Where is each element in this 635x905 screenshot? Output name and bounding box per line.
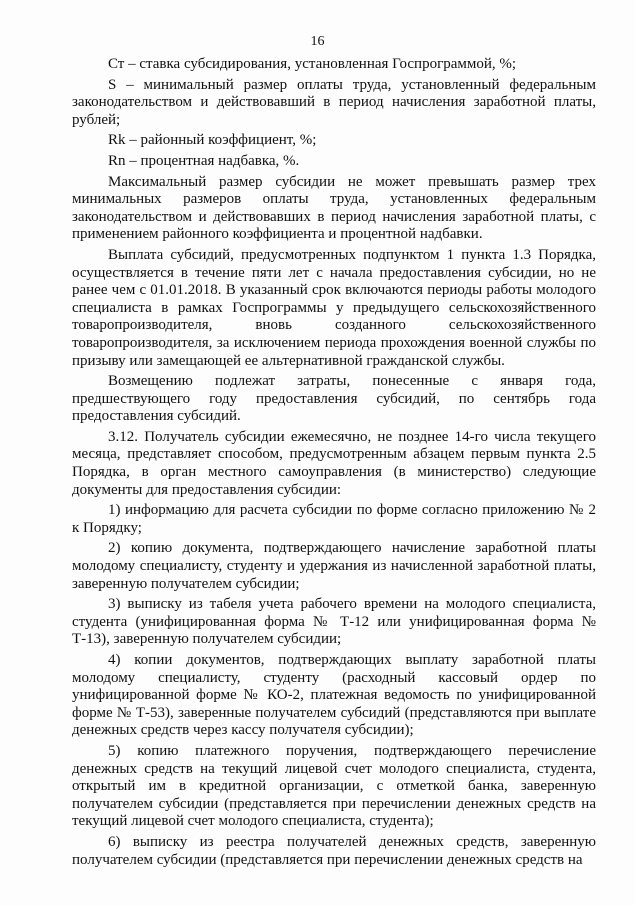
- paragraph-rk-definition: Rk – районный коэффициент, %;: [108, 132, 317, 149]
- paragraph-3-12: 3.12. Получатель субсидии ежемесячно, не позднее 14-го числа текущего месяца, представляет способом, предусмотренным абзацем первым пункта 2.5 Порядка, в орган местного самоуправления (в министерство) следующие документы для предоставления субсидии:: [72, 428, 596, 498]
- list-item-2: 2) копию документа, подтверждающего начисление заработной платы молодому специалисту, студенту и удержания из начисленной заработной платы, заверенную получателем субсидии;: [72, 540, 596, 592]
- list-item-5: 5) копию платежного поручения, подтверждающего перечисление денежных средств на текущий лицевой счет молодого специалиста, студента, открытый им в кредитной организации, с отметкой банка, заверенную получателем субсидии (представляется при перечислении денежных средств на текущий лицевой счет молодого специалиста, студента);: [72, 742, 596, 830]
- list-item-3: 3) выписку из табеля учета рабочего времени на молодого специалиста, студента (унифицированная форма № Т-12 или унифицированная форма № Т-13), заверенную получателем субсидии;: [72, 596, 596, 648]
- paragraph-max-subsidy: Максимальный размер субсидии не может превышать размер трех минимальных размеров оплаты труда, установленных федеральным законодательством и действовавших в период начисления заработной платы, с применением районного коэффициента и процентной надбавки.: [72, 173, 596, 243]
- paragraph-s-definition: S – минимальный размер оплаты труда, установленный федеральным законодательством и действовавший в период начисления заработной платы, рублей;: [72, 76, 596, 128]
- list-item-6: 6) выписку из реестра получателей денежных средств, заверенную получателем субсидии (представляется при перечислении денежных средств на: [72, 833, 596, 868]
- paragraph-payment-period: Выплата субсидий, предусмотренных подпунктом 1 пункта 1.3 Порядка, осуществляется в течение пяти лет с начала предоставления субсидии, но не ранее чем с 01.01.2018. В указанный срок включаются периоды работы молодого специалиста в рамках Госпрограммы у предыдущего сельскохозяйственного товаропроизводителя, вновь созданного сельскохозяйственного товаропроизводителя, за исключением периода прохождения военной службы по призыву или замещающей ее альтернативной гражданской службы.: [72, 246, 596, 369]
- paragraph-ct-definition: Ст – ставка субсидирования, установленная Госпрограммой, %;: [108, 56, 517, 72]
- paragraph-rn-definition: Rn – процентная надбавка, %.: [108, 152, 300, 169]
- document-body: [72, 56, 596, 872]
- page-number: 16: [310, 34, 325, 49]
- paragraph-reimbursement: Возмещению подлежат затраты, понесенные с января года, предшествующего году предоставления субсидий, по сентябрь года предоставления субсидий.: [72, 373, 596, 425]
- list-item-1: 1) информацию для расчета субсидии по форме согласно приложению № 2 к Порядку;: [72, 502, 596, 536]
- list-item-4: 4) копии документов, подтверждающих выплату заработной платы молодому специалисту, студенту (расходный кассовый ордер по унифицированной форме № КО-2, платежная ведомость по унифицированной форме № Т-53), заверенные получателем субсидий (представляются при выплате денежных средств через кассу получателя субсидии);: [72, 652, 596, 739]
